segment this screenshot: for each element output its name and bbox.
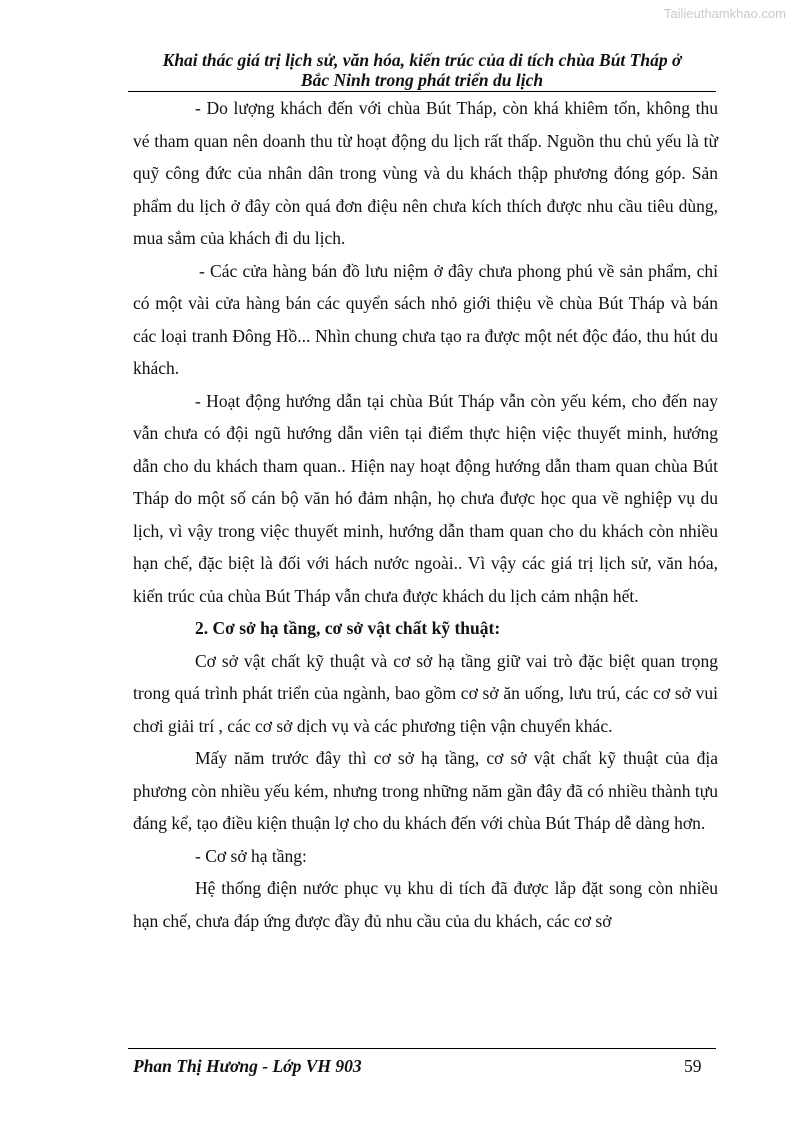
footer-author: Phan Thị Hương - Lớp VH 903 <box>133 1056 362 1076</box>
paragraph-4: Cơ sở vật chất kỹ thuật và cơ sở hạ tầng giữ vai trò đặc biệt quan trọng trong quá trình phát triển của ngành, bao gồm cơ sở ăn uống, lưu trú, các cơ sở vui chơi giải trí , các cơ sở dịch vụ và các phương tiện vận chuyển khác. <box>133 650 718 736</box>
page-number: 59 <box>684 1056 702 1076</box>
paragraph-1: - Do lượng khách đến với chùa Bút Tháp, còn khá khiêm tốn, không thu vé tham quan nên doanh thu từ hoạt động du lịch rất thấp. Nguồn thu chủ yếu là từ quỹ công đức của nhân dân trong vùng và du khách thập phương đóng góp. Sản phẩm du lịch ở đây còn quá đơn điệu nên chưa kích thích được nhu cầu tiêu dùng, mua sắm của khách đi du lịch. <box>133 98 718 248</box>
section-heading: 2. Cơ sở hạ tầng, cơ sở vật chất kỹ thuật: <box>195 618 501 638</box>
paragraph-6: - Cơ sở hạ tầng: <box>195 845 307 866</box>
header-title-line1: Khai thác giá trị lịch sử, văn hóa, kiến trúc của di tích chùa Bút Tháp ở <box>162 50 682 70</box>
header-title-line2: Bắc Ninh trong phát triển du lịch <box>300 70 544 90</box>
page-header <box>128 50 716 90</box>
watermark-text: Tailieuthamkhao.com <box>663 6 786 21</box>
paragraph-5: Mấy năm trước đây thì cơ sở hạ tầng, cơ sở vật chất kỹ thuật của địa phương còn nhiều yếu kém, nhưng trong những năm gần đây đã có nhiều thành tựu đáng kể, tạo điều kiện thuận lợ cho du khách đến với chùa Bút Tháp dễ dàng hơn. <box>133 748 718 833</box>
document-body <box>133 92 718 937</box>
paragraph-2: - Các cửa hàng bán đồ lưu niệm ở đây chưa phong phú về sản phẩm, chỉ có một vài cửa hàng bán các quyển sách nhỏ giới thiệu về chùa Bút Tháp và bán các loại tranh Đông Hồ... Nhìn chung chưa tạo ra được một nét độc đáo, thu hút du khách. <box>133 260 718 378</box>
footer-divider <box>128 1048 716 1049</box>
paragraph-3: - Hoạt động hướng dẫn tại chùa Bút Tháp vẫn còn yếu kém, cho đến nay vẫn chưa có đội ngũ hướng dẫn viên tại điểm thực hiện việc thuyết minh, hướng dẫn cho du khách tham quan.. Hiện nay hoạt động hướng dẫn tham quan chùa Bút Tháp do một số cán bộ văn hó đảm nhận, họ chưa được học qua về nghiệp vụ du lịch, vì vậy trong việc thuyết minh, hướng dẫn tham quan cho du khách còn nhiều hạn chế, đặc biệt là đối với hách nước ngoài.. Vì vậy các giá trị lịch sử, văn hóa, kiến trúc của chùa Bút Tháp vẫn chưa được khách du lịch cảm nhận hết. <box>133 390 718 606</box>
paragraph-7: Hệ thống điện nước phục vụ khu di tích đã được lắp đặt song còn nhiều hạn chế, chưa đáp ứng được đầy đủ nhu cầu của du khách, các cơ sở <box>133 878 718 931</box>
